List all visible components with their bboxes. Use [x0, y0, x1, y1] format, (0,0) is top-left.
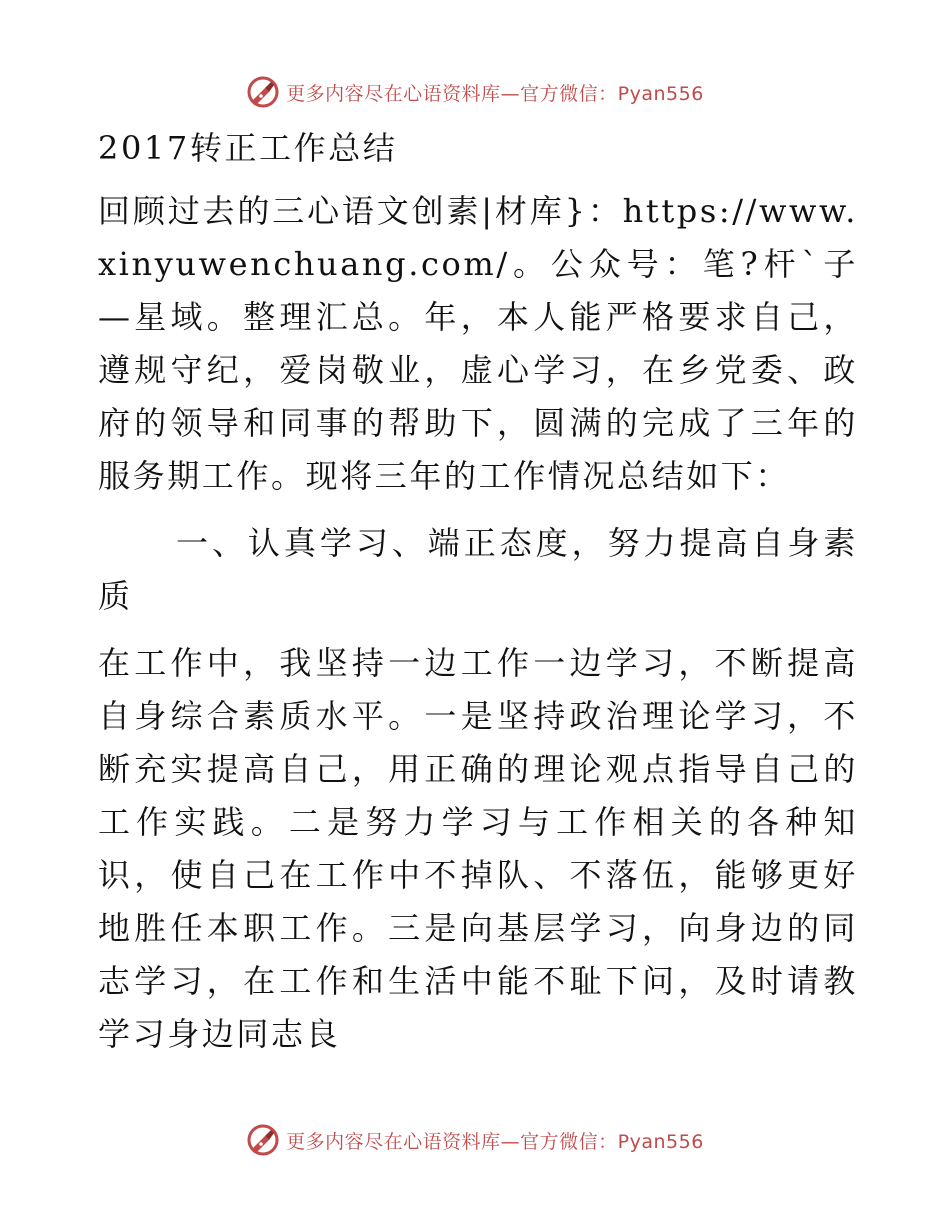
header-banner-content	[246, 75, 704, 109]
footer-banner-text: 更多内容尽在心语资料库—官方微信：Pyan556	[286, 1130, 704, 1153]
footer-banner	[0, 1118, 950, 1162]
paragraph-intro: 回顾过去的三心语文创素|材库}：https://www.xinyuwenchuang.com/。公众号：笔?杆`子—星域。整理汇总。年，本人能严格要求自己，遵规守纪，爱岗敬业，虚心学习，在乡党委、政府的领导和同事的帮助下，圆满的完成了三年的服务期工作。现将三年的工作情况总结如下：	[98, 192, 858, 495]
section-heading-1: 一、认真学习、端正态度，努力提高自身素质	[98, 524, 858, 615]
pen-nib-logo-icon	[246, 75, 280, 109]
header-banner	[0, 70, 950, 114]
pen-nib-logo-icon	[246, 1123, 280, 1157]
paragraph-study: 在工作中，我坚持一边工作一边学习，不断提高自身综合素质水平。一是坚持政治理论学习，不断充实提高自己，用正确的理论观点指导自己的工作实践。二是努力学习与工作相关的各种知识，使自己在工作中不掉队、不落伍，能够更好地胜任本职工作。三是向基层学习，向身边的同志学习，在工作和生活中能不耻下问，及时请教学习身边同志良	[98, 644, 858, 1053]
footer-banner-content	[246, 1123, 704, 1157]
document-title: 2017转正工作总结	[98, 129, 398, 167]
header-banner-text: 更多内容尽在心语资料库—官方微信：Pyan556	[286, 82, 704, 105]
document-body	[98, 122, 858, 1075]
